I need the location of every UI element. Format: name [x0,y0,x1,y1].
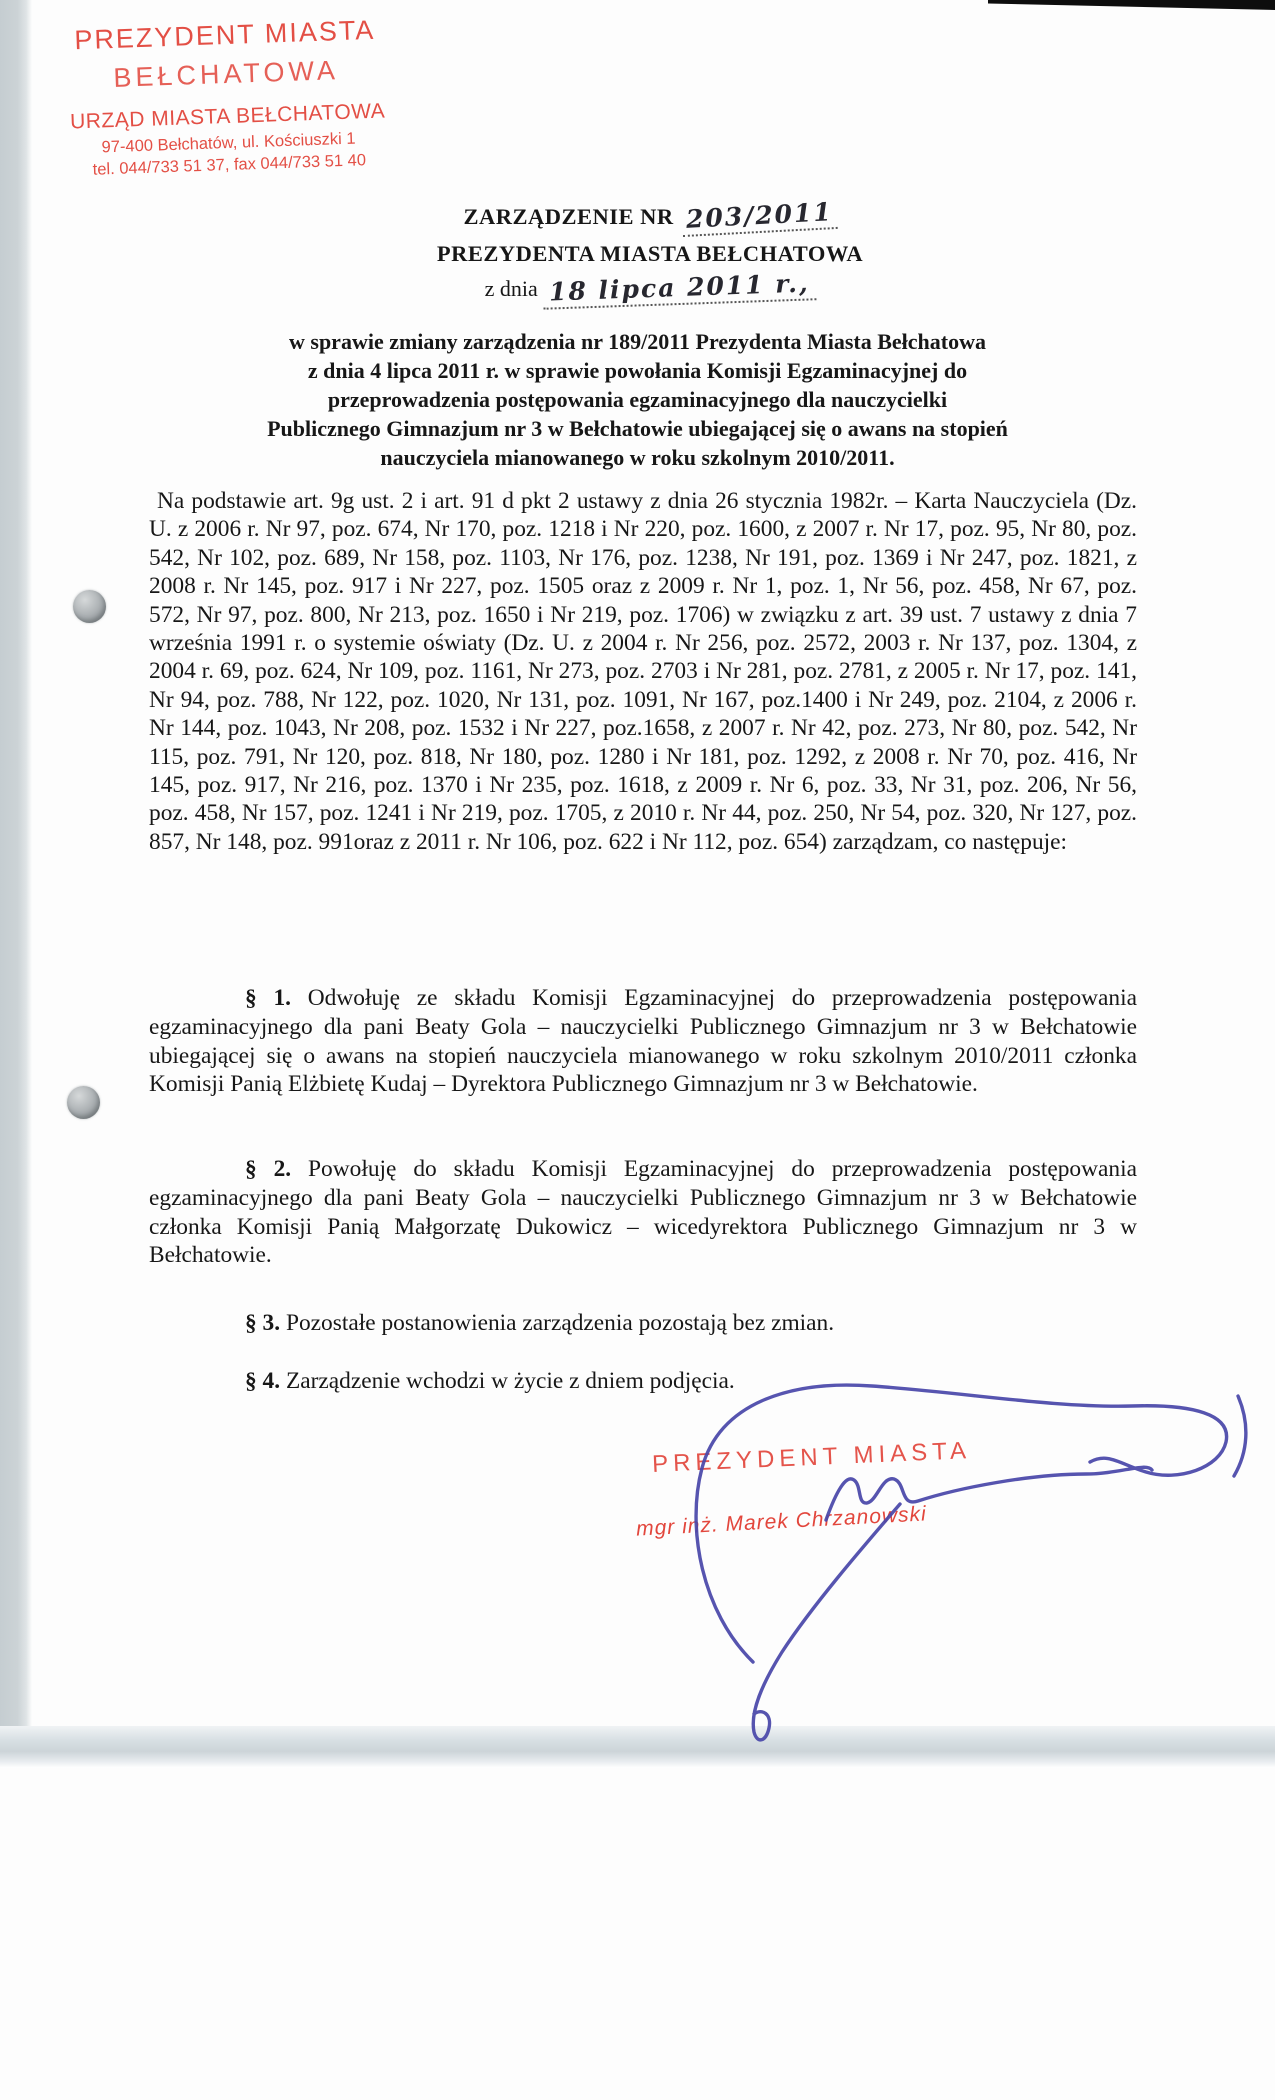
title-prefix: ZARZĄDZENIE NR [463,204,674,229]
section-text: Zarządzenie wchodzi w życie z dniem podjęcia. [285,1368,735,1395]
stamp-line-address: 97-400 Bełchatów, ul. Kościuszki 1 [101,129,356,157]
subject-block [130,327,1145,472]
scanner-left-edge [0,0,32,1762]
handwritten-date: 18 lipca 2011 r., [542,268,816,309]
section-text: Pozostałe postanowienia zarządzenia pozostają bez zmian. [285,1310,835,1337]
section-paragraph-4 [149,1367,1137,1396]
handwritten-ordinance-number: 203/2011 [681,197,837,237]
signature-stroke-tail [753,1504,900,1740]
subject-line: w sprawie zmiany zarządzenia nr 189/2011 Prezydenta Miasta Bełchatowa [289,329,986,354]
section-number: § 2. [245,1156,292,1183]
section-number: § 1. [245,985,292,1012]
ordinance-title [260,197,1040,307]
title-date-row [260,268,1040,307]
stamp-line-president: PREZYDENT MIASTA [73,14,376,56]
stamp-line-phone: tel. 044/733 51 37, fax 044/733 51 40 [92,151,367,179]
section-number: § 3. [245,1310,281,1337]
section-paragraph-2 [149,1155,1137,1269]
section-paragraph-3 [149,1309,1137,1338]
header-office-stamp [41,14,412,182]
hole-punch-mark [67,1086,100,1119]
title-authority-row: PREZYDENTA MIASTA BEŁCHATOWA [436,241,864,266]
president-stamp-title: PREZYDENT MIASTA [651,1437,972,1478]
legal-basis-paragraph: Na podstawie art. 9g ust. 2 i art. 91 d pkt 2 ustawy z dnia 26 stycznia 1982r. – Karta Nauczyciela (Dz. U. z 2006 r. Nr 97, poz. 674, Nr 170, poz. 1218 i Nr 220, poz. 1600, z 2007 r. Nr 17, poz. 95, Nr 80, poz. 542, Nr 102, poz. 689, Nr 158, poz. 1103, Nr 176, poz. 1238, Nr 191, poz. 1369 i Nr 247, poz. 1821, z 2008 r. Nr 145, poz. 917 i Nr 227, poz. 1505 oraz z 2009 r. Nr 1, poz. 1, Nr 56, poz. 458, Nr 67, poz. 572, Nr 97, poz. 800, Nr 213, poz. 1650 i Nr 219, poz. 1706) w związku z art. 39 ust. 7 ustawy z dnia 7 września 1991 r. o systemie oświaty (Dz. U. z 2004 r. Nr 256, poz. 2572, 2003 r. Nr 137, poz. 1304, z 2004 r. 69, poz. 624, Nr 109, poz. 1161, Nr 273, poz. 2703 i Nr 281, poz. 2781, z 2005 r. Nr 17, poz. 141, Nr 94, poz. 788, Nr 122, poz. 1020, Nr 131, poz. 1091, Nr 167, poz.1400 i Nr 249, poz. 2104, z 2006 r. Nr 144, poz. 1043, Nr 208, poz. 1532 i Nr 227, poz.1658, z 2007 r. Nr 42, poz. 273, Nr 80, poz. 542, Nr 115, poz. 791, Nr 120, poz. 818, Nr 180, poz. 1280 i Nr 181, poz. 1292, z 2008 r. Nr 70, poz. 416, Nr 145, poz. 917, Nr 216, poz. 1370 i Nr 235, poz. 1618, z 2009 r. Nr 6, poz. 33, Nr 31, poz. 206, Nr 56, poz. 458, Nr 157, poz. 1241 i Nr 219, poz. 1705, z 2010 r. Nr 44, poz. 250, Nr 54, poz. 320, Nr 127, poz. 857, Nr 148, poz. 991oraz z 2011 r. Nr 106, poz. 622 i Nr 112, poz. 654) zarządzam, co następuje: [149,488,1137,855]
date-prefix: z dnia [484,276,538,301]
hole-punch-mark [73,590,106,623]
stamp-line-office: URZĄD MIASTA BEŁCHATOWA [69,99,386,134]
section-paragraph-1 [149,984,1137,1098]
subject-line: nauczyciela mianowanego w roku szkolnym 2010/2011. [380,445,895,470]
president-stamp-name: mgr inż. Marek Chrzanowski [635,1502,928,1541]
subject-line: przeprowadzenia postępowania egzaminacyjnego dla nauczycielki [327,387,948,412]
subject-line: Publicznego Gimnazjum nr 3 w Bełchatowie ubiegającej się o awans na stopień [267,416,1008,441]
section-number: § 4. [245,1368,281,1395]
stamp-line-city: BEŁCHATOWA [112,55,340,93]
section-text: Powołuję do składu Komisji Egzaminacyjnej do przeprowadzenia postępowania egzaminacyjnego dla pani Beaty Gola – nauczycielki Publicznego Gimnazjum nr 3 w Bełchatowie członka Komisji Panią Małgorzatę Dukowicz – wicedyrektora Publicznego Gimnazjum nr 3 w Bełchatowie. [149,1156,1137,1269]
scanner-bottom-edge [0,1726,1275,1768]
title-number-row [260,197,1040,234]
signature-stroke-flourish [1234,1396,1246,1476]
section-text: Odwołuję ze składu Komisji Egzaminacyjnej do przeprowadzenia postępowania egzaminacyjnego dla pani Beaty Gola – nauczycielki Publicznego Gimnazjum nr 3 w Bełchatowie ubiegającej się o awans na stopień nauczyciela mianowanego w roku szkolnym 2010/2011 członka Komisji Panią Elżbietę Kudaj – Dyrektora Publicznego Gimnazjum nr 3 w Bełchatowie. [149,985,1137,1098]
subject-line: z dnia 4 lipca 2011 r. w sprawie powołania Komisji Egzaminacyjnej do [307,358,968,383]
scanner-top-edge [988,0,1275,10]
